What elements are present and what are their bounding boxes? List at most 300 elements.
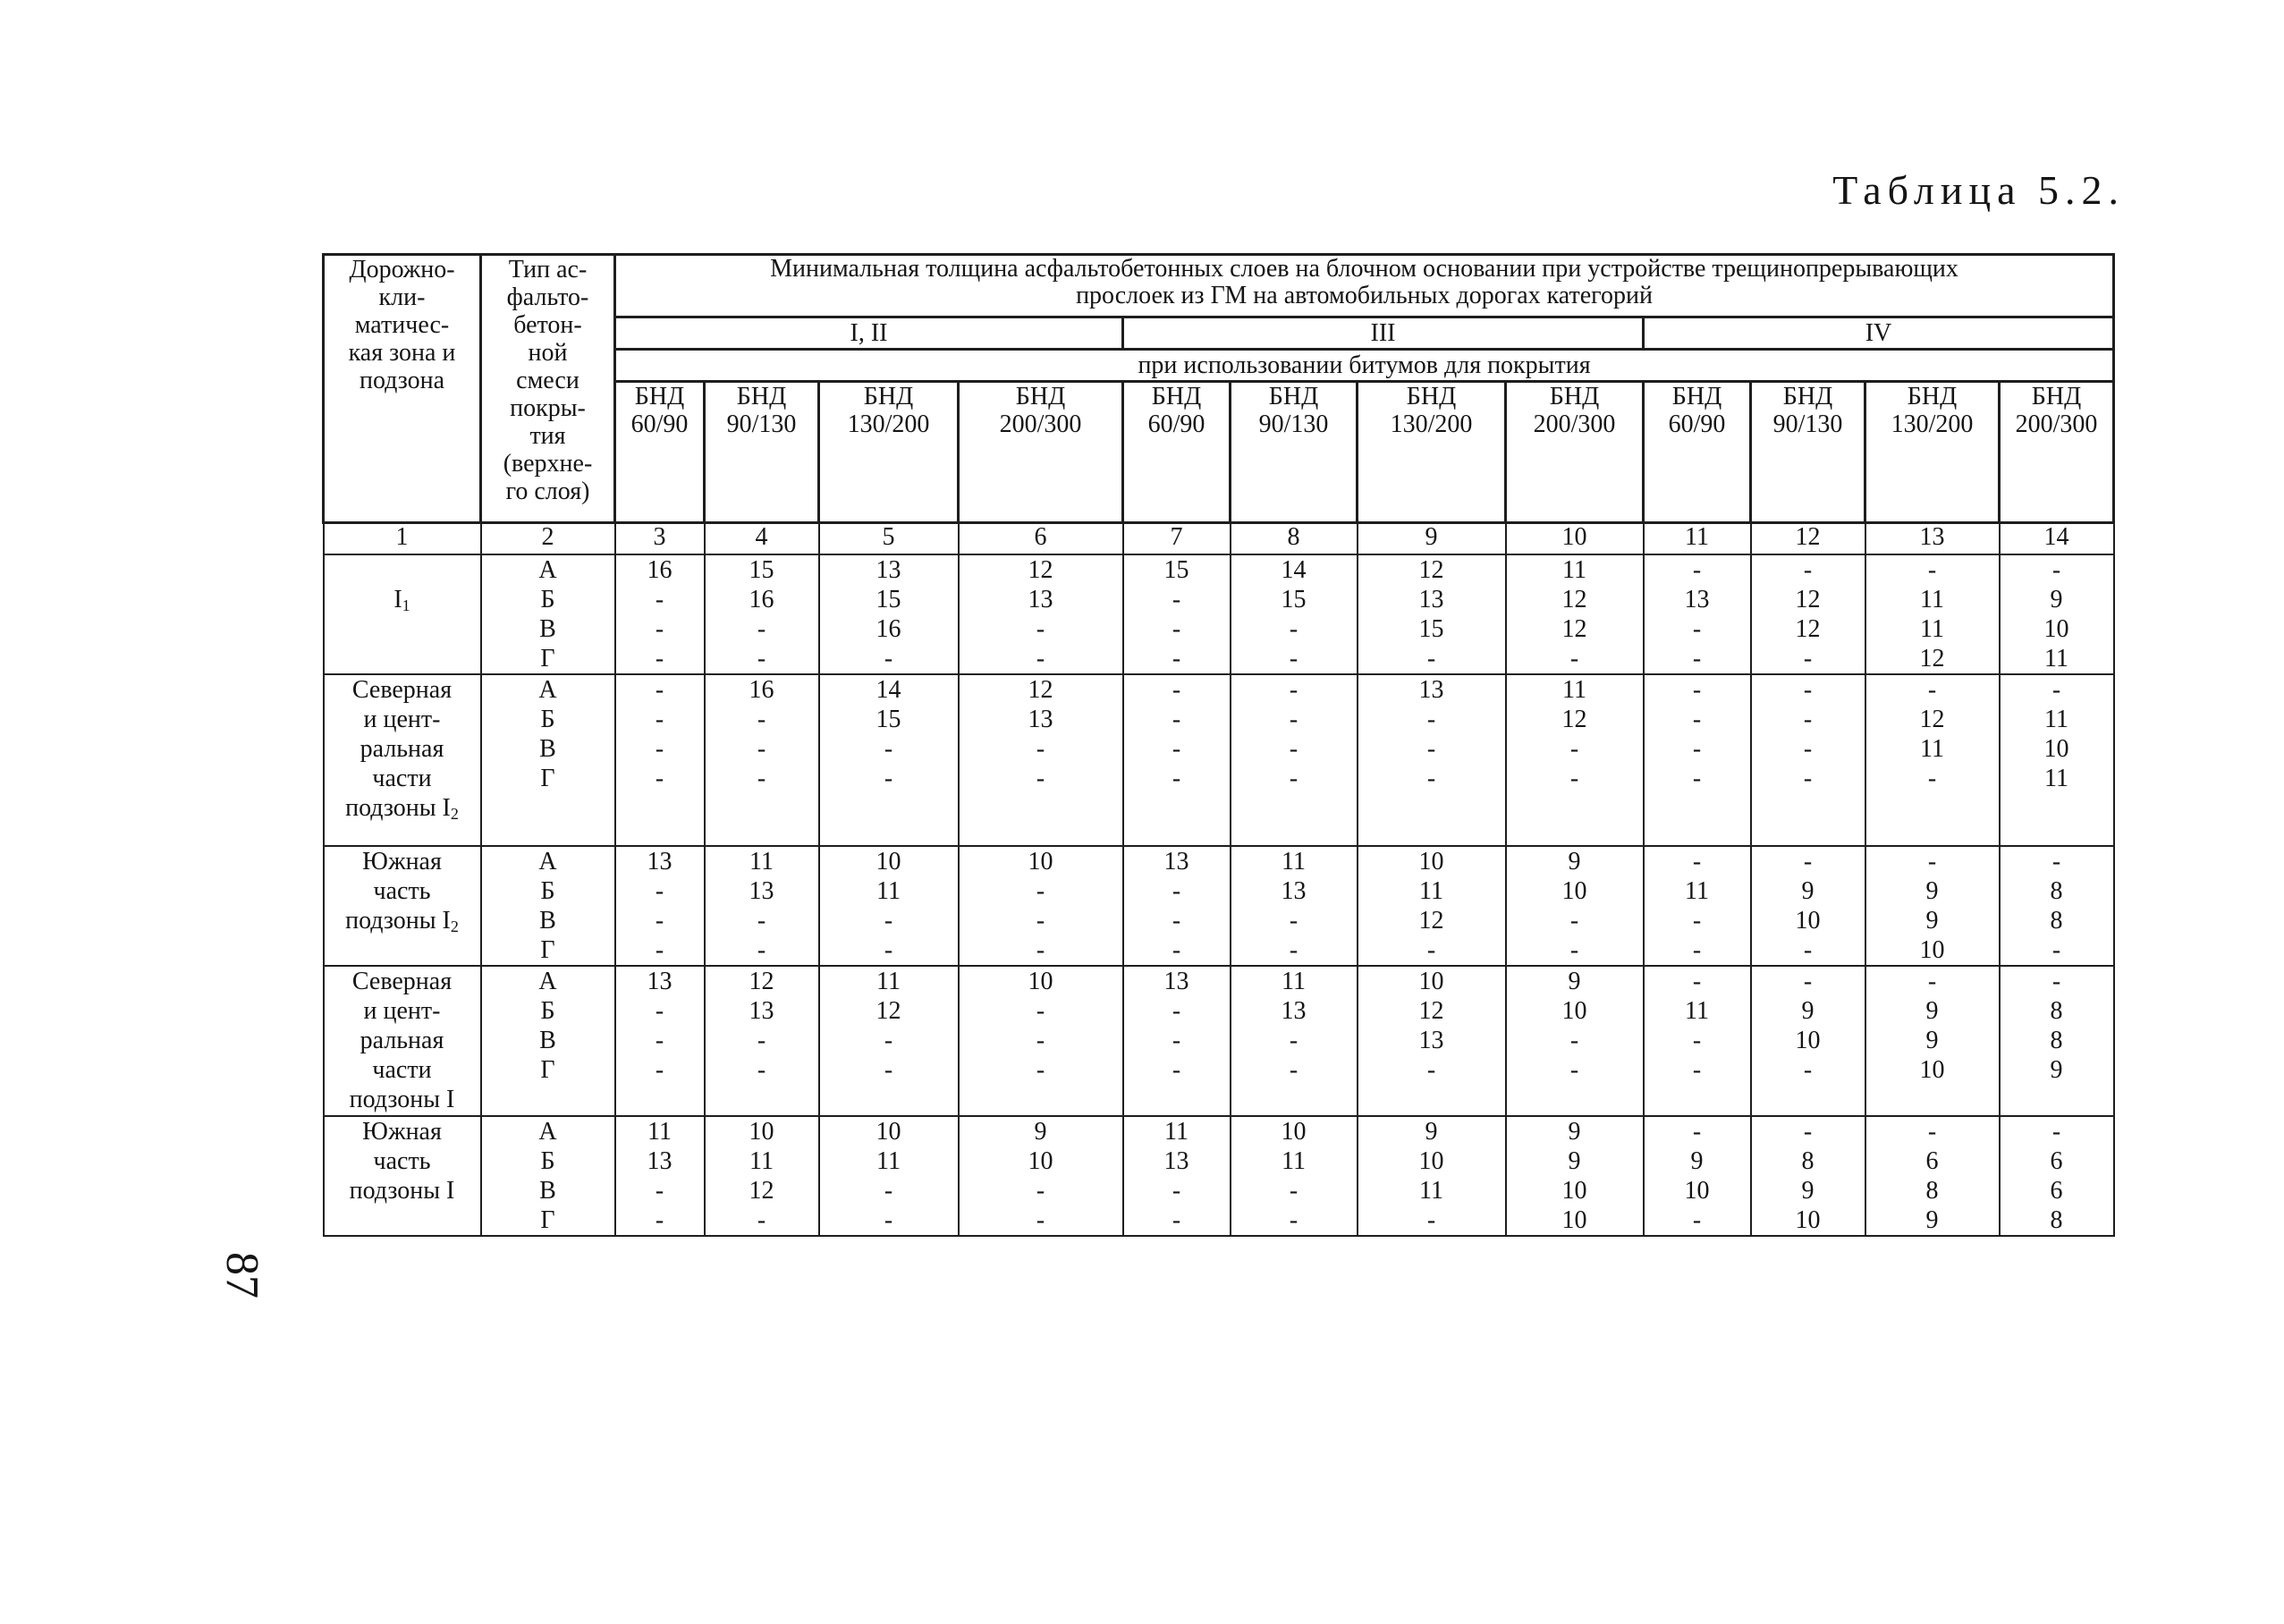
- thickness-value: 9: [1801, 877, 1815, 905]
- zone-line: [325, 1026, 480, 1055]
- zone-line: [325, 1055, 480, 1085]
- zone-line: [325, 847, 480, 876]
- value-cell-col-7: [1123, 846, 1231, 966]
- thickness-value: 11: [876, 968, 901, 995]
- value-cell-col-6: [959, 966, 1123, 1116]
- thickness-value: -: [1426, 706, 1436, 733]
- zone-cell: [324, 966, 481, 1116]
- thickness-value: 15: [1418, 615, 1444, 643]
- value-cell-col-3: [615, 1116, 705, 1236]
- grade-name: БНД: [736, 383, 787, 410]
- thickness-value: -: [757, 615, 766, 643]
- thickness-value: -: [1172, 1206, 1181, 1234]
- thickness-value: 10: [1795, 1027, 1821, 1054]
- thickness-value: -: [1692, 1056, 1702, 1084]
- mix-type: В: [539, 735, 556, 763]
- mix-type: Г: [540, 936, 555, 964]
- header-mix-line: го слоя): [505, 478, 590, 505]
- thickness-value: -: [1172, 645, 1181, 672]
- value-cell-col-8: [1231, 966, 1358, 1116]
- value-cell-col-4: [705, 674, 819, 846]
- thickness-value: -: [1927, 968, 1937, 995]
- thickness-value: 11: [647, 1118, 672, 1146]
- thickness-value: 14: [1281, 556, 1307, 584]
- thickness-value: -: [1569, 735, 1579, 763]
- thickness-value: 16: [876, 615, 901, 643]
- thickness-value: 12: [749, 1177, 774, 1205]
- value-cell-col-14: [2000, 846, 2114, 966]
- thickness-value: -: [655, 1177, 664, 1205]
- thickness-value: 11: [1282, 848, 1306, 875]
- thickness-value: -: [884, 936, 893, 964]
- thickness-value: 11: [1282, 1147, 1306, 1175]
- thickness-value: 12: [749, 968, 774, 995]
- thickness-value: 15: [876, 586, 901, 613]
- grade-value: 200/300: [1533, 410, 1616, 438]
- thickness-value: 10: [1561, 1177, 1587, 1205]
- thickness-value: -: [1289, 1177, 1298, 1205]
- zone-line: [325, 793, 480, 823]
- zone-line: [325, 1146, 480, 1176]
- value-cell-col-4: [705, 846, 819, 966]
- value-cell-col-4: [705, 554, 819, 674]
- thickness-value: 11: [749, 848, 774, 875]
- zone-subscript: 1: [402, 596, 410, 614]
- thickness-value: 11: [2044, 765, 2068, 792]
- thickness-value: -: [1803, 1118, 1813, 1146]
- zone-cell: [324, 674, 481, 846]
- thickness-value: -: [757, 645, 766, 672]
- value-cell-col-13: [1865, 674, 2000, 846]
- thickness-value: -: [1036, 1056, 1045, 1084]
- thickness-value: 10: [749, 1118, 774, 1146]
- thickness-value: 9: [1925, 997, 1939, 1025]
- thickness-value: -: [884, 645, 893, 672]
- thickness-value: -: [655, 706, 664, 733]
- value-cell-col-14: [2000, 1116, 2114, 1236]
- thickness-value: 8: [1801, 1147, 1815, 1175]
- thickness-value: 16: [749, 586, 774, 613]
- value-cell-col-12: [1751, 674, 1865, 846]
- thickness-value: -: [1036, 765, 1045, 792]
- mix-type: А: [538, 968, 557, 995]
- value-cell-col-4: [705, 966, 819, 1116]
- thickness-value: -: [1289, 676, 1298, 704]
- thickness-value: 14: [876, 676, 901, 704]
- thickness-value: -: [655, 615, 664, 643]
- thickness-value: -: [1927, 848, 1937, 875]
- thickness-value: 11: [1282, 968, 1306, 995]
- header-mix-line: (верхне-: [503, 450, 593, 478]
- thickness-value: -: [1172, 936, 1181, 964]
- thickness-value: -: [1036, 1027, 1045, 1054]
- mix-type-cell: [481, 1116, 615, 1236]
- thickness-value: -: [1036, 1206, 1045, 1234]
- value-cell-col-11: [1644, 966, 1751, 1116]
- thickness-value: -: [757, 1027, 766, 1054]
- thickness-value: -: [1927, 765, 1937, 792]
- thickness-value: 16: [749, 676, 774, 704]
- thickness-value: 8: [2050, 997, 2063, 1025]
- grade-header-10: [1506, 382, 1644, 523]
- thickness-value: 13: [1281, 997, 1307, 1025]
- header-mix-line: бетон-: [513, 311, 582, 339]
- thickness-value: 13: [1163, 968, 1189, 995]
- thickness-value: -: [1569, 645, 1579, 672]
- thickness-value: -: [655, 735, 664, 763]
- thickness-value: -: [1927, 1118, 1937, 1146]
- zone-text: Южная: [362, 848, 442, 875]
- zone-line: [325, 967, 480, 996]
- thickness-value: 10: [1795, 907, 1821, 935]
- thickness-value: -: [1426, 936, 1436, 964]
- thickness-value: -: [1289, 765, 1298, 792]
- zone-text: подзоны I: [349, 1086, 455, 1113]
- thickness-value: -: [1172, 907, 1181, 935]
- thickness-value: -: [2051, 968, 2061, 995]
- value-cell-col-11: [1644, 674, 1751, 846]
- thickness-value: -: [1803, 968, 1813, 995]
- thickness-value: -: [1692, 676, 1702, 704]
- grade-name: БНД: [863, 383, 914, 410]
- thickness-value: -: [1289, 1027, 1298, 1054]
- zone-text: Северная: [351, 676, 453, 704]
- grade-name: БНД: [1907, 383, 1958, 410]
- thickness-value: 9: [1568, 968, 1581, 995]
- mix-type: А: [538, 556, 557, 584]
- thickness-value: 6: [2050, 1147, 2063, 1175]
- column-number: 5: [819, 523, 959, 555]
- thickness-value: 12: [1919, 645, 1945, 672]
- value-cell-col-10: [1506, 1116, 1644, 1236]
- thickness-value: -: [1172, 997, 1181, 1025]
- value-cell-col-12: [1751, 1116, 1865, 1236]
- value-cell-col-13: [1865, 846, 2000, 966]
- column-number: 2: [481, 523, 615, 555]
- thickness-value: 9: [1925, 907, 1939, 935]
- thickness-value: 10: [1919, 1056, 1945, 1084]
- zone-row: [324, 966, 2114, 1116]
- grade-value: 130/200: [1891, 410, 1974, 438]
- mix-type-cell: [481, 674, 615, 846]
- value-cell-col-5: [819, 554, 959, 674]
- thickness-value: -: [655, 1206, 664, 1234]
- thickness-value: 12: [1418, 997, 1444, 1025]
- value-cell-col-5: [819, 1116, 959, 1236]
- grade-name: БНД: [2031, 383, 2082, 410]
- value-cell-col-3: [615, 674, 705, 846]
- zone-text: части: [372, 765, 432, 792]
- thickness-value: 11: [876, 1147, 901, 1175]
- thickness-value: -: [1289, 1206, 1298, 1234]
- mix-type: В: [539, 1027, 556, 1054]
- value-cell-col-14: [2000, 554, 2114, 674]
- thickness-value: -: [1803, 676, 1813, 704]
- mix-type: Г: [540, 765, 555, 792]
- value-cell-col-14: [2000, 966, 2114, 1116]
- thickness-value: 10: [1281, 1118, 1307, 1146]
- thickness-value: -: [1289, 1056, 1298, 1084]
- mix-type: Б: [540, 1147, 555, 1175]
- thickness-value: 11: [876, 877, 901, 905]
- thickness-value: 10: [1684, 1177, 1710, 1205]
- grade-name: БНД: [1549, 383, 1600, 410]
- header-zone-line: матичес-: [354, 311, 450, 339]
- grade-header-5: [819, 382, 959, 523]
- thickness-value: 13: [1418, 676, 1444, 704]
- value-cell-col-6: [959, 1116, 1123, 1236]
- mix-type: Б: [540, 586, 555, 613]
- grade-header-7: [1123, 382, 1231, 523]
- zone-text: часть: [373, 877, 431, 905]
- zone-text: и цент-: [363, 706, 441, 733]
- zone-text: и цент-: [363, 997, 441, 1025]
- column-number: 13: [1865, 523, 2000, 555]
- mix-type: Г: [540, 645, 555, 672]
- thickness-value: -: [1692, 907, 1702, 935]
- thickness-value: 10: [1561, 997, 1587, 1025]
- thickness-value: 8: [2050, 907, 2063, 935]
- value-cell-col-9: [1358, 674, 1506, 846]
- thickness-value: 9: [1425, 1118, 1438, 1146]
- thickness-value: -: [757, 735, 766, 763]
- thickness-value: -: [1692, 1118, 1702, 1146]
- thickness-value: 13: [647, 968, 673, 995]
- thickness-value: -: [757, 1206, 766, 1234]
- grade-name: БНД: [1268, 383, 1319, 410]
- value-cell-col-13: [1865, 1116, 2000, 1236]
- thickness-value: -: [1172, 676, 1181, 704]
- thickness-value: -: [655, 997, 664, 1025]
- thickness-value: 9: [2050, 1056, 2063, 1084]
- thickness-value: 6: [2050, 1177, 2063, 1205]
- grade-name: БНД: [1782, 383, 1833, 410]
- thickness-value: 9: [1568, 848, 1581, 875]
- grade-value: 60/90: [1147, 410, 1205, 438]
- grade-value: 130/200: [1390, 410, 1473, 438]
- grade-header-3: [615, 382, 705, 523]
- thickness-value: 11: [1685, 877, 1709, 905]
- thickness-value: 10: [1028, 848, 1053, 875]
- thickness-value: 13: [1684, 586, 1710, 613]
- thickness-value: -: [2051, 556, 2061, 584]
- zone-text: ральная: [360, 735, 444, 763]
- thickness-value: 12: [1795, 586, 1821, 613]
- thickness-value: -: [2051, 848, 2061, 875]
- thickness-value: 13: [749, 997, 774, 1025]
- thickness-value: 12: [1418, 556, 1444, 584]
- thickness-value: 12: [1418, 907, 1444, 935]
- thickness-value: -: [655, 1027, 664, 1054]
- thickness-value: 10: [1418, 1147, 1444, 1175]
- mix-type: В: [539, 615, 556, 643]
- header-zone-line: подзона: [359, 367, 445, 394]
- grade-header-6: [959, 382, 1123, 523]
- zone-row: [324, 846, 2114, 966]
- thickness-value: -: [884, 765, 893, 792]
- value-cell-col-8: [1231, 554, 1358, 674]
- grade-value: 90/130: [1772, 410, 1843, 438]
- thickness-value: -: [1289, 706, 1298, 733]
- thickness-value: -: [1692, 615, 1702, 643]
- thickness-value: -: [884, 1206, 893, 1234]
- thickness-value: 6: [1925, 1147, 1939, 1175]
- mix-type-cell: [481, 554, 615, 674]
- value-cell-col-6: [959, 554, 1123, 674]
- bitumen-caption: при использовании битумов для покрытия: [615, 350, 2114, 382]
- thickness-value: 10: [1561, 1206, 1587, 1234]
- column-number: 14: [2000, 523, 2114, 555]
- value-cell-col-14: [2000, 674, 2114, 846]
- header-zone-line: кли-: [378, 283, 426, 311]
- zone-text: Северная: [351, 968, 453, 995]
- thickness-value: -: [1172, 735, 1181, 763]
- value-cell-col-12: [1751, 846, 1865, 966]
- thickness-value: 13: [1163, 848, 1189, 875]
- thickness-value: 13: [1418, 1027, 1444, 1054]
- category-iv: IV: [1644, 317, 2114, 350]
- thickness-value: -: [1172, 706, 1181, 733]
- header-mix-line: фальто-: [506, 283, 589, 311]
- thickness-value: -: [1036, 877, 1045, 905]
- thickness-value: -: [1036, 1177, 1045, 1205]
- grade-value: 90/130: [726, 410, 797, 438]
- thickness-value: 12: [1561, 706, 1587, 733]
- thickness-value: -: [757, 706, 766, 733]
- thickness-value: -: [1036, 997, 1045, 1025]
- thickness-value: 9: [1690, 1147, 1704, 1175]
- grade-name: БНД: [1015, 383, 1066, 410]
- thickness-value: -: [1569, 765, 1579, 792]
- thickness-table: [322, 253, 2115, 1237]
- thickness-value: -: [757, 936, 766, 964]
- grade-value: 90/130: [1258, 410, 1329, 438]
- header-title: [615, 255, 2114, 317]
- zone-text: части: [372, 1056, 432, 1084]
- thickness-value: -: [1803, 556, 1813, 584]
- thickness-value: 11: [1562, 556, 1586, 584]
- mix-type: Б: [540, 997, 555, 1025]
- zone-line: [325, 906, 480, 935]
- thickness-value: -: [1692, 1206, 1702, 1234]
- thickness-value: -: [1692, 968, 1702, 995]
- thickness-value: 11: [1920, 586, 1944, 613]
- value-cell-col-5: [819, 966, 959, 1116]
- thickness-value: 10: [1028, 1147, 1053, 1175]
- grade-header-8: [1231, 382, 1358, 523]
- mix-type: Б: [540, 706, 555, 733]
- thickness-value: -: [1036, 735, 1045, 763]
- grade-value: 200/300: [999, 410, 1082, 438]
- column-number: 1: [324, 523, 481, 555]
- thickness-value: -: [1692, 765, 1702, 792]
- zone-row: [324, 1116, 2114, 1236]
- grade-value: 60/90: [1668, 410, 1726, 438]
- thickness-value: 16: [647, 556, 673, 584]
- zone-line: [325, 705, 480, 734]
- thickness-value: 8: [2050, 1027, 2063, 1054]
- thickness-value: 13: [1028, 706, 1053, 733]
- thickness-value: -: [655, 1056, 664, 1084]
- thickness-value: -: [1036, 907, 1045, 935]
- value-cell-col-8: [1231, 1116, 1358, 1236]
- thickness-value: -: [1172, 877, 1181, 905]
- thickness-value: -: [1426, 645, 1436, 672]
- value-cell-col-11: [1644, 846, 1751, 966]
- thickness-value: 13: [1281, 877, 1307, 905]
- value-cell-col-10: [1506, 966, 1644, 1116]
- mix-type: В: [539, 1177, 556, 1205]
- header-mix-line: ной: [528, 339, 568, 367]
- thickness-value: 11: [1920, 615, 1944, 643]
- thickness-value: 8: [1925, 1177, 1939, 1205]
- thickness-value: -: [1172, 615, 1181, 643]
- mix-type-cell: [481, 966, 615, 1116]
- column-number: 11: [1644, 523, 1751, 555]
- value-cell-col-11: [1644, 1116, 1751, 1236]
- zone-text: ральная: [360, 1027, 444, 1054]
- thickness-value: -: [1289, 615, 1298, 643]
- thickness-value: 9: [1801, 997, 1815, 1025]
- thickness-value: -: [655, 586, 664, 613]
- thickness-value: 11: [749, 1147, 774, 1175]
- grade-header-11: [1644, 382, 1751, 523]
- grade-name: БНД: [1406, 383, 1457, 410]
- zone-line: [325, 734, 480, 764]
- grade-header-9: [1358, 382, 1506, 523]
- thickness-value: 10: [1418, 968, 1444, 995]
- thickness-value: -: [1289, 645, 1298, 672]
- thickness-value: 11: [2044, 706, 2068, 733]
- thickness-value: -: [884, 1027, 893, 1054]
- thickness-value: 12: [1561, 586, 1587, 613]
- thickness-value: 8: [2050, 1206, 2063, 1234]
- value-cell-col-13: [1865, 554, 2000, 674]
- thickness-value: -: [1172, 1056, 1181, 1084]
- header-mix-line: смеси: [516, 367, 579, 394]
- thickness-value: -: [1692, 936, 1702, 964]
- thickness-value: -: [1172, 1027, 1181, 1054]
- thickness-value: -: [1692, 735, 1702, 763]
- value-cell-col-10: [1506, 846, 1644, 966]
- thickness-value: -: [1803, 765, 1813, 792]
- thickness-value: 12: [1795, 615, 1821, 643]
- thickness-value: -: [655, 676, 664, 704]
- thickness-value: -: [1569, 1027, 1579, 1054]
- thickness-value: -: [1927, 676, 1937, 704]
- thickness-value: -: [757, 765, 766, 792]
- value-cell-col-7: [1123, 1116, 1231, 1236]
- grade-value: 130/200: [847, 410, 930, 438]
- header-mix-line: Тип ас-: [508, 256, 588, 283]
- header-zone-line: кая зона и: [348, 339, 456, 367]
- value-cell-col-10: [1506, 674, 1644, 846]
- thickness-value: 10: [1561, 877, 1587, 905]
- value-cell-col-5: [819, 846, 959, 966]
- category-iii: III: [1123, 317, 1644, 350]
- zone-spacer: [325, 555, 480, 585]
- thickness-value: -: [2051, 676, 2061, 704]
- thickness-value: -: [655, 936, 664, 964]
- thickness-value: 9: [2050, 586, 2063, 613]
- thickness-value: -: [884, 1177, 893, 1205]
- thickness-value: 11: [1419, 1177, 1443, 1205]
- thickness-value: -: [1426, 735, 1436, 763]
- thickness-value: 13: [876, 556, 901, 584]
- thickness-value: 9: [1925, 1206, 1939, 1234]
- grade-value: 60/90: [630, 410, 689, 438]
- zone-main: I: [393, 586, 402, 613]
